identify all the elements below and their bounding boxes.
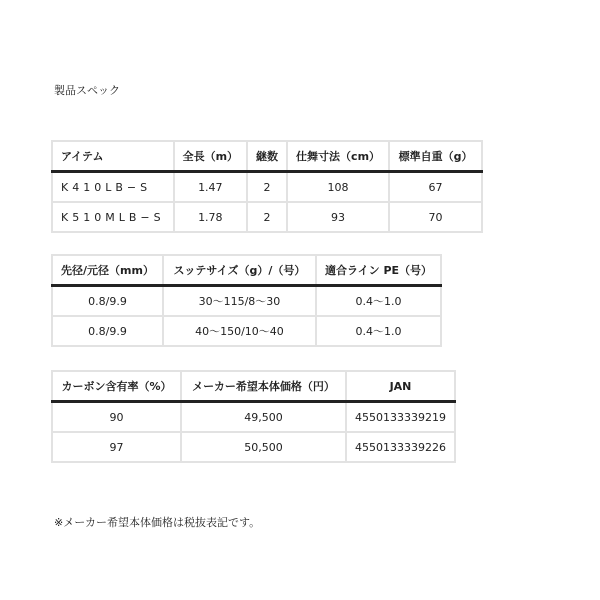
- cell: 1.47: [174, 172, 247, 203]
- header-cell: 先径/元径（mm）: [52, 255, 163, 286]
- cell: 0.8/9.9: [52, 286, 163, 317]
- cell: 0.4〜1.0: [316, 316, 441, 346]
- cell: 1.78: [174, 202, 247, 232]
- header-cell: 標準自重（g）: [389, 141, 482, 172]
- table-row: [52, 202, 482, 232]
- spec-table-3: [51, 370, 456, 463]
- table-row: [52, 402, 455, 433]
- spec-table-2: [51, 254, 442, 347]
- cell: 4550133339219: [346, 402, 455, 433]
- header-cell: メーカー希望本体価格（円）: [181, 371, 346, 402]
- cell: 2: [247, 172, 287, 203]
- header-cell: 全長（m）: [174, 141, 247, 172]
- cell: 0.4〜1.0: [316, 286, 441, 317]
- spec-table-1: [51, 140, 483, 233]
- cell: 2: [247, 202, 287, 232]
- header-cell: アイテム: [52, 141, 174, 172]
- header-cell: JAN: [346, 371, 455, 402]
- table-row: [52, 172, 482, 203]
- header-cell: 仕舞寸法（cm）: [287, 141, 389, 172]
- table-row: [52, 432, 455, 462]
- cell: 40〜150/10〜40: [163, 316, 316, 346]
- cell: 90: [52, 402, 181, 433]
- cell: 4550133339226: [346, 432, 455, 462]
- cell: 0.8/9.9: [52, 316, 163, 346]
- cell: 70: [389, 202, 482, 232]
- cell: 97: [52, 432, 181, 462]
- table-header-row: [52, 255, 441, 286]
- cell: 108: [287, 172, 389, 203]
- section-title: 製品スペック: [54, 84, 120, 97]
- price-note: ※メーカー希望本体価格は税抜表記です。: [54, 516, 261, 529]
- header-cell: 適合ライン PE（号）: [316, 255, 441, 286]
- cell: 30〜115/8〜30: [163, 286, 316, 317]
- table-row: [52, 286, 441, 317]
- cell: 67: [389, 172, 482, 203]
- table-header-row: [52, 141, 482, 172]
- cell: K510MLB−S: [52, 202, 174, 232]
- cell: 49,500: [181, 402, 346, 433]
- header-cell: カーボン含有率（%）: [52, 371, 181, 402]
- table-header-row: [52, 371, 455, 402]
- table-row: [52, 316, 441, 346]
- header-cell: 継数: [247, 141, 287, 172]
- cell: K410LB−S: [52, 172, 174, 203]
- cell: 50,500: [181, 432, 346, 462]
- header-cell: スッテサイズ（g）/（号）: [163, 255, 316, 286]
- cell: 93: [287, 202, 389, 232]
